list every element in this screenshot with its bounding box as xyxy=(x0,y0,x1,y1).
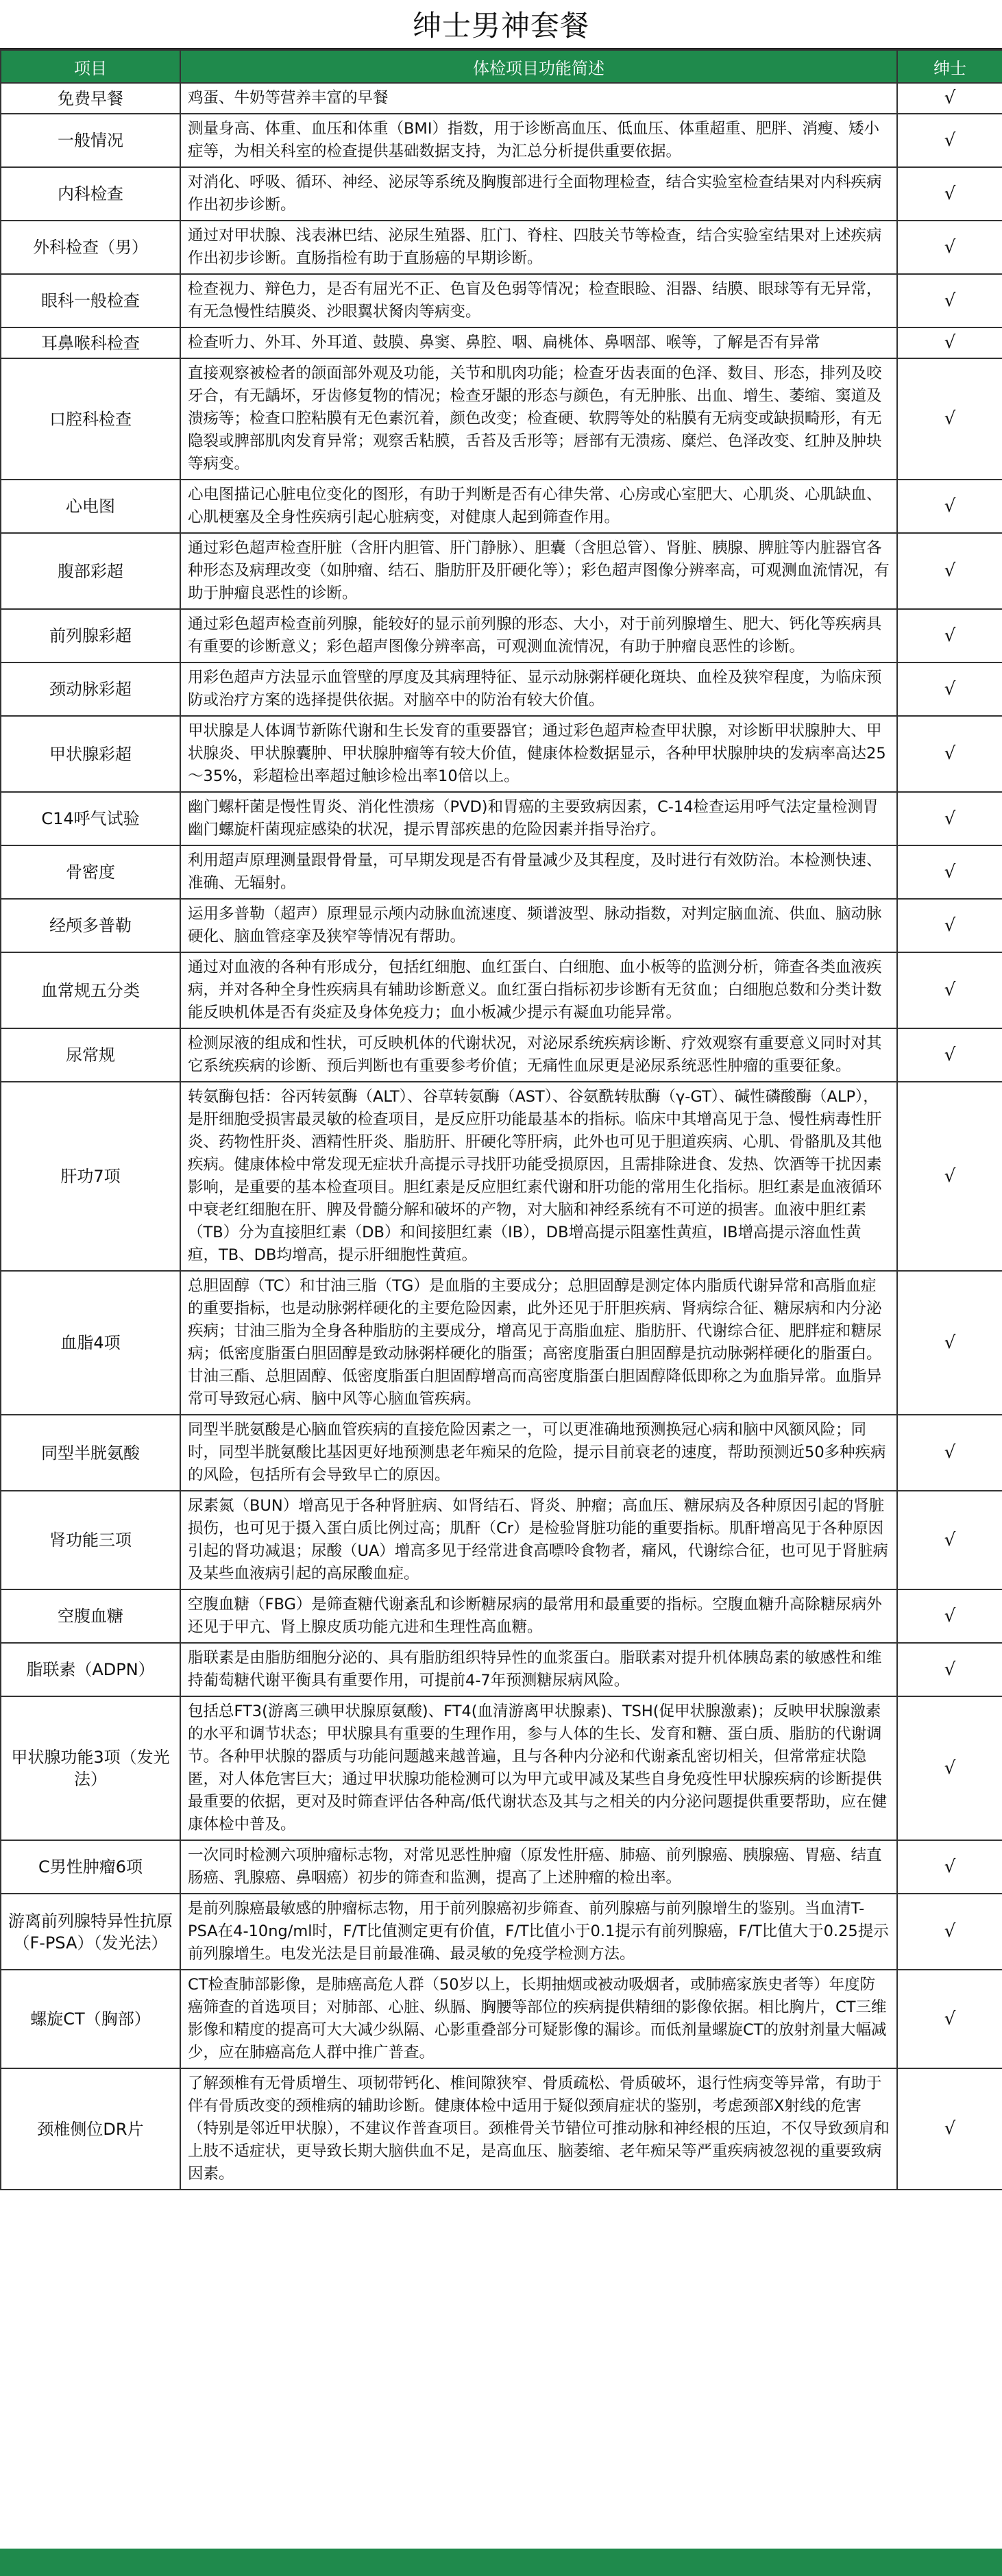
item-name: 心电图 xyxy=(1,480,180,533)
item-name: C14呼气试验 xyxy=(1,792,180,845)
item-description: 通过彩色超声检查肝脏（含肝内胆管、肝门静脉）、胆囊（含胆总管）、肾脏、胰腺、脾脏等内脏器官各种形态及病理改变（如肿瘤、结石、脂肪肝及肝硬化等）；彩色超声图像分辨率高，可观测血流情况，有助于肿瘤良恶性的诊断。 xyxy=(180,533,897,609)
item-description: 一次同时检测六项肿瘤标志物，对常见恶性肿瘤（原发性肝癌、肺癌、前列腺癌、胰腺癌、胃癌、结直肠癌、乳腺癌、鼻咽癌）初步的筛查和监测，提高了上述肿瘤的检出率。 xyxy=(180,1840,897,1894)
item-name: 肝功7项 xyxy=(1,1082,180,1271)
item-description: 脂联素是由脂肪细胞分泌的、具有脂肪组织特异性的血浆蛋白。脂联素对提升机体胰岛素的敏感性和维持葡萄糖代谢平衡具有重要作用，可提前4-7年预测糖尿病风险。 xyxy=(180,1643,897,1696)
item-name: 游离前列腺特异性抗原（F-PSA）（发光法） xyxy=(1,1894,180,1970)
table-row xyxy=(1,221,1002,274)
table-row xyxy=(1,952,1002,1028)
header-package: 绅士 xyxy=(897,50,1002,83)
table-row xyxy=(1,1491,1002,1589)
checkmark: √ xyxy=(897,1415,1002,1491)
item-description: 测量身高、体重、血压和体重（BMI）指数，用于诊断高血压、低血压、体重超重、肥胖、消瘦、矮小症等，为相关科室的检查提供基础数据支持，为汇总分析提供重要依据。 xyxy=(180,114,897,167)
item-name: 骨密度 xyxy=(1,845,180,899)
checkmark: √ xyxy=(897,1894,1002,1970)
table-row xyxy=(1,480,1002,533)
checkmark: √ xyxy=(897,952,1002,1028)
checkmark: √ xyxy=(897,1840,1002,1894)
header-desc: 体检项目功能简述 xyxy=(180,50,897,83)
table-row xyxy=(1,358,1002,480)
item-description: 通过对血液的各种有形成分，包括红细胞、血红蛋白、白细胞、血小板等的监测分析，筛查各类血液疾病，并对各种全身性疾病具有辅助诊断意义。血红蛋白指标初步诊断有无贫血；白细胞总数和分类计数能反映机体是否有炎症及身体免疫力；血小板减少提示有凝血功能异常。 xyxy=(180,952,897,1028)
table-row xyxy=(1,1643,1002,1696)
table-row xyxy=(1,1271,1002,1415)
item-name: 眼科一般检查 xyxy=(1,274,180,327)
package-table xyxy=(0,49,1002,2190)
item-name: 经颅多普勒 xyxy=(1,899,180,952)
checkmark: √ xyxy=(897,533,1002,609)
item-description: 检查听力、外耳、外耳道、鼓膜、鼻窦、鼻腔、咽、扁桃体、鼻咽部、喉等，了解是否有异常 xyxy=(180,327,897,358)
checkmark: √ xyxy=(897,480,1002,533)
item-name: 一般情况 xyxy=(1,114,180,167)
checkmark: √ xyxy=(897,716,1002,792)
item-description: 鸡蛋、牛奶等营养丰富的早餐 xyxy=(180,83,897,114)
item-description: 通过彩色超声检查前列腺，能较好的显示前列腺的形态、大小，对于前列腺增生、肥大、钙化等疾病具有重要的诊断意义；彩色超声图像分辨率高，可观测血流情况，有助于肿瘤良恶性的诊断。 xyxy=(180,609,897,662)
item-name: 外科检查（男） xyxy=(1,221,180,274)
checkmark: √ xyxy=(897,1970,1002,2068)
item-name: C男性肿瘤6项 xyxy=(1,1840,180,1894)
checkmark: √ xyxy=(897,221,1002,274)
checkmark: √ xyxy=(897,2068,1002,2190)
checkmark: √ xyxy=(897,1028,1002,1082)
table-row xyxy=(1,1082,1002,1271)
item-name: 血脂4项 xyxy=(1,1271,180,1415)
table-row xyxy=(1,716,1002,792)
item-name: 腹部彩超 xyxy=(1,533,180,609)
item-name: 颈动脉彩超 xyxy=(1,662,180,716)
table-row xyxy=(1,792,1002,845)
checkmark: √ xyxy=(897,1491,1002,1589)
item-name: 耳鼻喉科检查 xyxy=(1,327,180,358)
item-description: 包括总FT3(游离三碘甲状腺原氨酸)、FT4(血清游离甲状腺素)、TSH(促甲状腺激素)；反映甲状腺激素的水平和调节状态；甲状腺具有重要的生理作用，参与人体的生长、发育和糖、蛋白质、脂肪的代谢调节。各种甲状腺的器质与功能问题越来越普遍，且与各种内分泌和代谢紊乱密切相关，但常常症状隐匿，对人体危害巨大；通过甲状腺功能检测可以为甲亢或甲减及某些自身免疫性甲状腺疾病的诊断提供最重要的依据，更对及时筛查评估各种高/低代谢状态及其与之相关的内分泌问题提供重要帮助，应在健康体检中普及。 xyxy=(180,1696,897,1840)
item-name: 免费早餐 xyxy=(1,83,180,114)
item-description: 幽门螺杆菌是慢性胃炎、消化性溃疡（PVD)和胃癌的主要致病因素，C-14检查运用呼气法定量检测胃幽门螺旋杆菌现症感染的状况，提示胃部疾患的危险因素并指导治疗。 xyxy=(180,792,897,845)
header-item: 项目 xyxy=(1,50,180,83)
table-row xyxy=(1,1696,1002,1840)
table-row xyxy=(1,609,1002,662)
checkmark: √ xyxy=(897,1271,1002,1415)
item-description: 同型半胱氨酸是心脑血管疾病的直接危险因素之一，可以更准确地预测换冠心病和脑中风额风险；同时，同型半胱氨酸比基因更好地预测患老年痴呆的危险，提示目前衰老的速度，帮助预测近50多种疾病的风险，包括所有会导致早亡的原因。 xyxy=(180,1415,897,1491)
checkmark: √ xyxy=(897,358,1002,480)
footer-bar xyxy=(0,2549,1002,2576)
table-row xyxy=(1,167,1002,221)
item-name: 甲状腺彩超 xyxy=(1,716,180,792)
item-description: CT检查肺部影像，是肺癌高危人群（50岁以上，长期抽烟或被动吸烟者，或肺癌家族史者等）年度防癌筛查的首选项目；对肺部、心脏、纵膈、胸腰等部位的疾病提供精细的影像依据。相比胸片，CT三维影像和精度的提高可大大减少纵隔、心影重叠部分可疑影像的漏诊。而低剂量螺旋CT的放射剂量大幅减少，应在肺癌高危人群中推广普查。 xyxy=(180,1970,897,2068)
page-title: 绅士男神套餐 xyxy=(0,0,1002,49)
checkmark: √ xyxy=(897,1643,1002,1696)
item-name: 口腔科检查 xyxy=(1,358,180,480)
item-name: 前列腺彩超 xyxy=(1,609,180,662)
table-row xyxy=(1,274,1002,327)
checkmark: √ xyxy=(897,899,1002,952)
item-description: 检查视力、辩色力，是否有屈光不正、色盲及色弱等情况；检查眼睑、泪器、结膜、眼球等有无异常，有无急慢性结膜炎、沙眼翼状胬肉等病变。 xyxy=(180,274,897,327)
item-description: 直接观察被检者的颌面部外观及功能，关节和肌肉功能；检查牙齿表面的色泽、数目、形态，排列及咬牙合，有无龋坏，牙齿修复物的情况；检查牙龈的形态与颜色，有无肿胀、出血、增生、萎缩、窦道及溃疡等；检查口腔粘膜有无色素沉着，颜色改变；检查硬、软腭等处的粘膜有无病变或缺损畸形，有无隐裂或脾部肌肉发育异常；观察舌粘膜，舌苔及舌形等；唇部有无溃疡、糜烂、色泽改变、红肿及肿块等病变。 xyxy=(180,358,897,480)
table-row xyxy=(1,1415,1002,1491)
item-description: 是前列腺癌最敏感的肿瘤标志物，用于前列腺癌初步筛查、前列腺癌与前列腺增生的鉴别。当血清T-PSA在4-10ng/ml时，F/T比值测定更有价值，F/T比值小于0.1提示有前列腺癌，F/T比值大于0.25提示前列腺增生。电发光法是目前最准确、最灵敏的免疫学检测方法。 xyxy=(180,1894,897,1970)
table-row xyxy=(1,83,1002,114)
item-name: 尿常规 xyxy=(1,1028,180,1082)
checkmark: √ xyxy=(897,1589,1002,1643)
item-description: 用彩色超声方法显示血管壁的厚度及其病理特征、显示动脉粥样硬化斑块、血栓及狭窄程度，为临床预防或治疗方案的选择提供依据。对脑卒中的防治有较大价值。 xyxy=(180,662,897,716)
item-name: 空腹血糖 xyxy=(1,1589,180,1643)
table-row xyxy=(1,1028,1002,1082)
table-row xyxy=(1,1970,1002,2068)
checkmark: √ xyxy=(897,114,1002,167)
table-row xyxy=(1,2068,1002,2190)
item-description: 总胆固醇（TC）和甘油三脂（TG）是血脂的主要成分；总胆固醇是测定体内脂质代谢异常和高脂血症的重要指标，也是动脉粥样硬化的主要危险因素，此外还见于肝胆疾病、肾病综合征、糖尿病和内分泌疾病；甘油三脂为全身各种脂肪的主要成分，增高见于高脂血症、脂肪肝、代谢综合征、肥胖症和糖尿病；低密度脂蛋白胆固醇是致动脉粥样硬化的脂蛋；高密度脂蛋白胆固醇是抗动脉粥样硬化的脂蛋白。甘油三酯、总胆固醇、低密度脂蛋白胆固醇增高而高密度脂蛋白胆固醇降低即称之为血脂异常。血脂异常可导致冠心病、脑中风等心脑血管疾病。 xyxy=(180,1271,897,1415)
checkmark: √ xyxy=(897,167,1002,221)
table-row xyxy=(1,1589,1002,1643)
item-description: 检测尿液的组成和性状，可反映机体的代谢状况，对泌尿系统疾病诊断、疗效观察有重要意义同时对其它系统疾病的诊断、预后判断也有重要参考价值；无痛性血尿更是泌尿系统恶性肿瘤的重要征象。 xyxy=(180,1028,897,1082)
checkmark: √ xyxy=(897,662,1002,716)
item-description: 通过对甲状腺、浅表淋巴结、泌尿生殖器、肛门、脊柱、四肢关节等检查，结合实验室结果对上述疾病作出初步诊断。直肠指检有助于直肠癌的早期诊断。 xyxy=(180,221,897,274)
checkmark: √ xyxy=(897,845,1002,899)
table-header-row xyxy=(1,50,1002,83)
checkmark: √ xyxy=(897,1082,1002,1271)
item-description: 了解颈椎有无骨质增生、项韧带钙化、椎间隙狭窄、骨质疏松、骨质破坏，退行性病变等异常，有助于伴有骨质改变的颈椎病的辅助诊断。健康体检中适用于疑似颈肩症状的鉴别，考虑颈部X射线的危害（特别是邻近甲状腺），不建议作普查项目。颈椎骨关节错位可推动脉和神经根的压迫，不仅导致颈肩和上肢不适症状，更导致长期大脑供血不足，是高血压、脑萎缩、老年痴呆等严重疾病被忽视的重要致病因素。 xyxy=(180,2068,897,2190)
table-row xyxy=(1,662,1002,716)
table-row xyxy=(1,327,1002,358)
item-name: 同型半胱氨酸 xyxy=(1,1415,180,1491)
checkmark: √ xyxy=(897,609,1002,662)
item-name: 血常规五分类 xyxy=(1,952,180,1028)
item-description: 空腹血糖（FBG）是筛查糖代谢紊乱和诊断糖尿病的最常用和最重要的指标。空腹血糖升高除糖尿病外还见于甲亢、肾上腺皮质功能亢进和生理性高血糖。 xyxy=(180,1589,897,1643)
item-name: 脂联素（ADPN） xyxy=(1,1643,180,1696)
table-row xyxy=(1,845,1002,899)
item-name: 甲状腺功能3项（发光法） xyxy=(1,1696,180,1840)
checkmark: √ xyxy=(897,83,1002,114)
table-row xyxy=(1,899,1002,952)
item-description: 心电图描记心脏电位变化的图形，有助于判断是否有心律失常、心房或心室肥大、心肌炎、心肌缺血、心肌梗塞及全身性疾病引起心脏病变，对健康人起到筛查作用。 xyxy=(180,480,897,533)
checkmark: √ xyxy=(897,327,1002,358)
item-name: 肾功能三项 xyxy=(1,1491,180,1589)
item-description: 转氨酶包括：谷丙转氨酶（ALT）、谷草转氨酶（AST）、谷氨酰转肽酶（γ-GT）、碱性磷酸酶（ALP），是肝细胞受损害最灵敏的检查项目，是反应肝功能最基本的指标。临床中其增高见于急、慢性病毒性肝炎、药物性肝炎、酒精性肝炎、脂肪肝、肝硬化等肝病，此外也可见于胆道疾病、心肌、骨骼肌及其他疾病。健康体检中常发现无症状升高提示寻找肝功能受损原因，且需排除进食、发热、饮酒等干扰因素影响，是重要的基本检查项目。胆红素是反应胆红素代谢和肝功能的常用生化指标。胆红素是血液循环中衰老红细胞在肝、脾及骨髓分解和破坏的产物，对大脑和神经系统有不可逆的损害。血液中胆红素（TB）分为直接胆红素（DB）和间接胆红素（IB），DB增高提示阻塞性黄疸，IB增高提示溶血性黄疸，TB、DB均增高，提示肝细胞性黄疸。 xyxy=(180,1082,897,1271)
item-description: 对消化、呼吸、循环、神经、泌尿等系统及胸腹部进行全面物理检查，结合实验室检查结果对内科疾病作出初步诊断。 xyxy=(180,167,897,221)
table-row xyxy=(1,1894,1002,1970)
checkmark: √ xyxy=(897,792,1002,845)
item-description: 利用超声原理测量跟骨骨量，可早期发现是否有骨量减少及其程度，及时进行有效防治。本检测快速、准确、无辐射。 xyxy=(180,845,897,899)
item-name: 螺旋CT（胸部） xyxy=(1,1970,180,2068)
table-row xyxy=(1,1840,1002,1894)
item-name: 内科检查 xyxy=(1,167,180,221)
checkmark: √ xyxy=(897,1696,1002,1840)
item-description: 运用多普勒（超声）原理显示颅内动脉血流速度、频谱波型、脉动指数，对判定脑血流、供血、脑动脉硬化、脑血管痉挛及狭窄等情况有帮助。 xyxy=(180,899,897,952)
item-description: 尿素氮（BUN）增高见于各种肾脏病、如肾结石、肾炎、肿瘤；高血压、糖尿病及各种原因引起的肾脏损伤，也可见于摄入蛋白质比例过高；肌酐（Cr）是检验肾脏功能的重要指标。肌酐增高见于各种原因引起的肾功减退；尿酸（UA）增高多见于经常进食高嘌呤食物者，痛风，代谢综合征，也可见于肾脏病及某些血液病引起的高尿酸血症。 xyxy=(180,1491,897,1589)
table-row xyxy=(1,114,1002,167)
item-description: 甲状腺是人体调节新陈代谢和生长发育的重要器官；通过彩色超声检查甲状腺，对诊断甲状腺肿大、甲状腺炎、甲状腺囊肿、甲状腺肿瘤等有较大价值，健康体检数据显示，各种甲状腺肿块的发病率高达25～35%，彩超检出率超过触诊检出率10倍以上。 xyxy=(180,716,897,792)
item-name: 颈椎侧位DR片 xyxy=(1,2068,180,2190)
table-row xyxy=(1,533,1002,609)
checkmark: √ xyxy=(897,274,1002,327)
